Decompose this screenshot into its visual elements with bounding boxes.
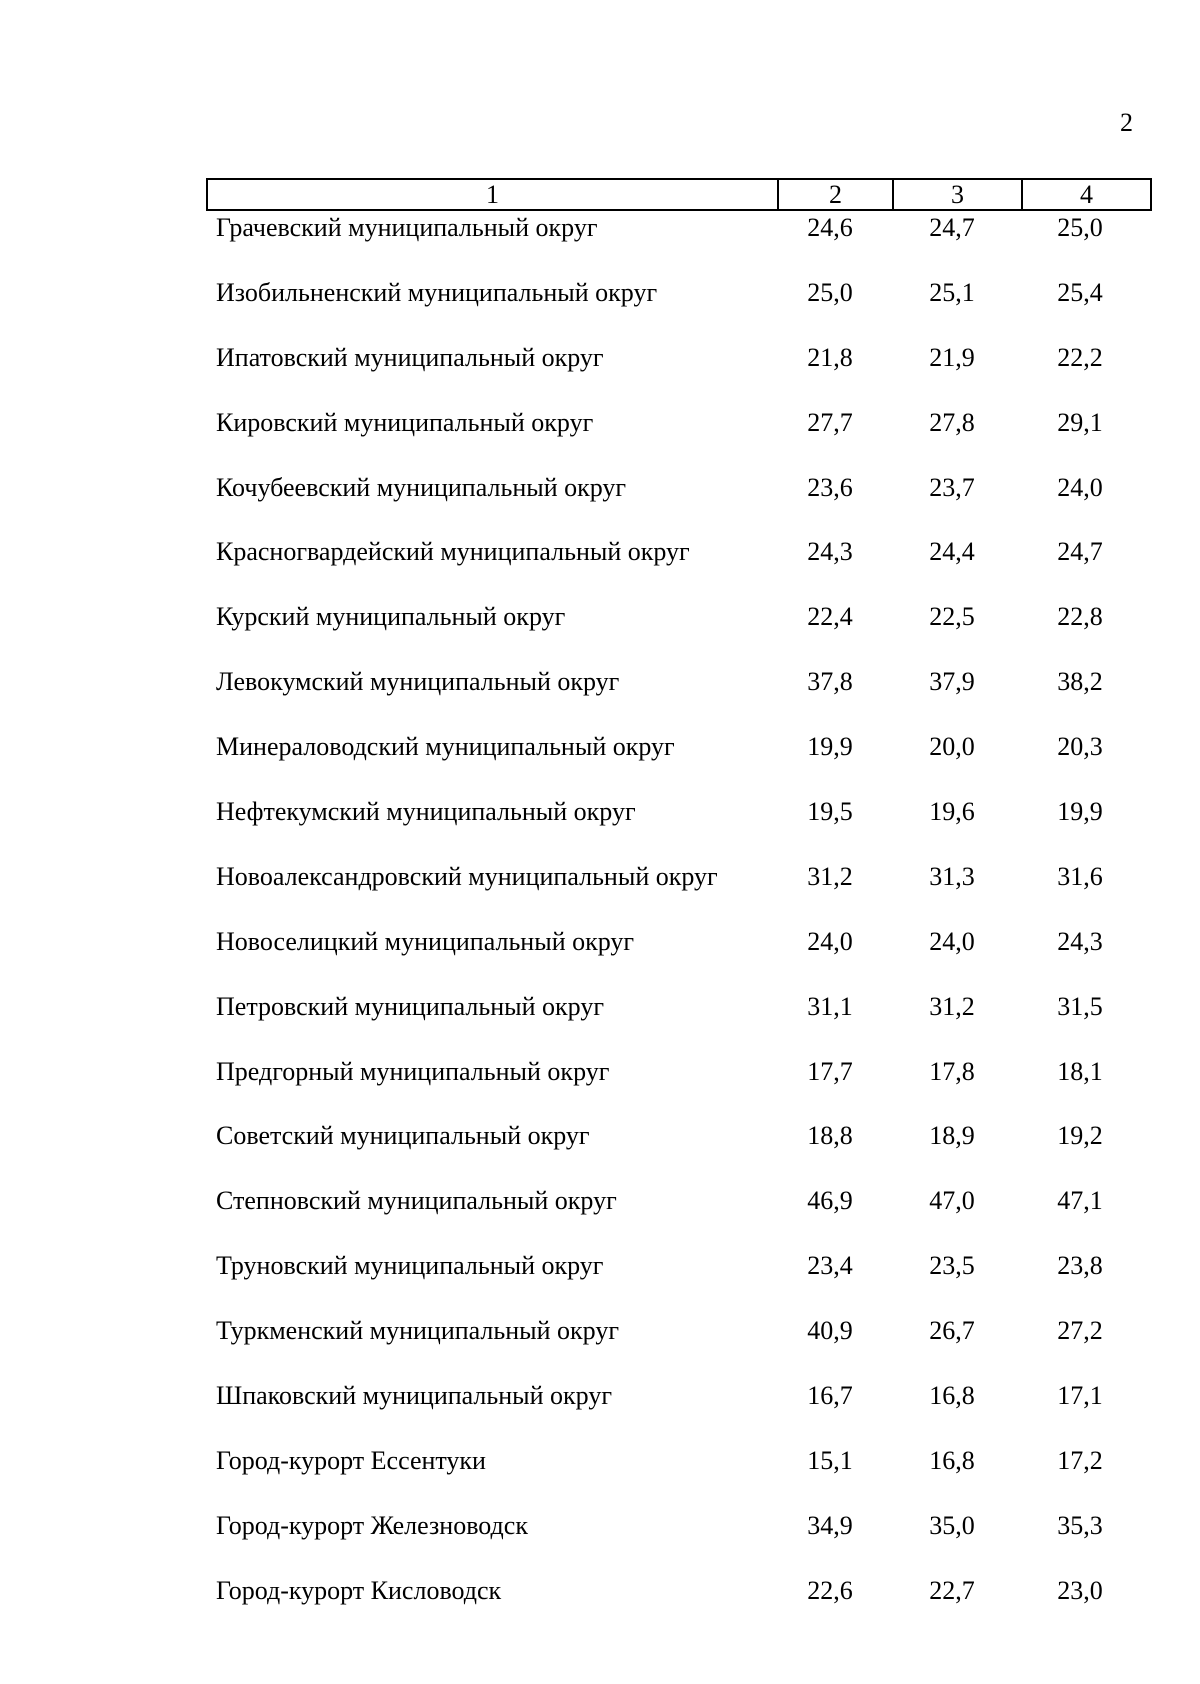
value-col-3: 25,1 (929, 277, 975, 307)
value-col-2: 46,9 (807, 1186, 853, 1216)
table-row (0, 925, 1200, 990)
district-name: Город-курорт Кисловодск (216, 1575, 502, 1605)
column-header-1: 1 (208, 180, 779, 209)
district-name: Петровский муниципальный округ (216, 991, 604, 1021)
value-col-2: 23,6 (807, 472, 853, 502)
value-col-3: 22,5 (929, 602, 975, 632)
value-col-4: 17,1 (1057, 1381, 1103, 1411)
value-col-4: 29,1 (1057, 407, 1103, 437)
value-col-3: 18,9 (929, 1121, 975, 1151)
table-row (0, 1249, 1200, 1314)
value-col-3: 17,8 (929, 1056, 975, 1086)
value-col-2: 31,1 (807, 991, 853, 1021)
table-row (0, 1184, 1200, 1249)
value-col-2: 15,1 (807, 1445, 853, 1475)
district-name: Новоселицкий муниципальный округ (216, 926, 635, 956)
district-name: Кировский муниципальный округ (216, 407, 594, 437)
district-name: Левокумский муниципальный округ (216, 667, 620, 697)
table-row (0, 795, 1200, 860)
table-row (0, 471, 1200, 536)
district-name: Туркменский муниципальный округ (216, 1316, 619, 1346)
value-col-3: 19,6 (929, 797, 975, 827)
table-header-row (206, 178, 1152, 211)
value-col-3: 23,5 (929, 1251, 975, 1281)
district-name: Город-курорт Железноводск (216, 1510, 528, 1540)
value-col-4: 23,0 (1057, 1575, 1103, 1605)
table-row (0, 860, 1200, 925)
value-col-3: 35,0 (929, 1510, 975, 1540)
value-col-3: 16,8 (929, 1381, 975, 1411)
value-col-2: 19,5 (807, 797, 853, 827)
value-col-4: 20,3 (1057, 732, 1103, 762)
table-row (0, 1574, 1200, 1639)
value-col-3: 31,2 (929, 991, 975, 1021)
value-col-3: 20,0 (929, 732, 975, 762)
district-name: Изобильненский муниципальный округ (216, 277, 658, 307)
table-row (0, 730, 1200, 795)
value-col-4: 31,5 (1057, 991, 1103, 1021)
district-name: Город-курорт Ессентуки (216, 1445, 486, 1475)
table-row (0, 406, 1200, 471)
value-col-4: 17,2 (1057, 1445, 1103, 1475)
column-header-3: 3 (894, 180, 1023, 209)
value-col-4: 25,4 (1057, 277, 1103, 307)
value-col-2: 18,8 (807, 1121, 853, 1151)
value-col-3: 24,4 (929, 537, 975, 567)
district-name: Советский муниципальный округ (216, 1121, 590, 1151)
table-row (0, 535, 1200, 600)
table-row (0, 1119, 1200, 1184)
table-row (0, 1509, 1200, 1574)
value-col-2: 34,9 (807, 1510, 853, 1540)
value-col-4: 31,6 (1057, 861, 1103, 891)
value-col-4: 27,2 (1057, 1316, 1103, 1346)
table-row (0, 1055, 1200, 1120)
table-row (0, 990, 1200, 1055)
district-name: Предгорный муниципальный округ (216, 1056, 610, 1086)
district-name: Кочубеевский муниципальный округ (216, 472, 627, 502)
district-name: Красногвардейский муниципальный округ (216, 537, 690, 567)
table-row (0, 276, 1200, 341)
value-col-2: 23,4 (807, 1251, 853, 1281)
page-number: 2 (1120, 108, 1133, 137)
table-row (0, 1444, 1200, 1509)
value-col-3: 24,7 (929, 213, 975, 242)
district-name: Грачевский муниципальный округ (216, 213, 598, 242)
table-row (0, 211, 1200, 276)
value-col-2: 16,7 (807, 1381, 853, 1411)
value-col-4: 23,8 (1057, 1251, 1103, 1281)
value-col-4: 19,9 (1057, 797, 1103, 827)
value-col-3: 24,0 (929, 926, 975, 956)
table-row (0, 665, 1200, 730)
table-row (0, 1314, 1200, 1379)
value-col-4: 24,0 (1057, 472, 1103, 502)
value-col-2: 40,9 (807, 1316, 853, 1346)
value-col-2: 25,0 (807, 277, 853, 307)
value-col-4: 25,0 (1057, 213, 1103, 242)
table-row (0, 1379, 1200, 1444)
value-col-2: 19,9 (807, 732, 853, 762)
district-name: Шпаковский муниципальный округ (216, 1381, 612, 1411)
value-col-2: 24,3 (807, 537, 853, 567)
value-col-3: 26,7 (929, 1316, 975, 1346)
value-col-4: 22,8 (1057, 602, 1103, 632)
value-col-3: 31,3 (929, 861, 975, 891)
district-name: Минераловодский муниципальный округ (216, 732, 675, 762)
value-col-4: 24,3 (1057, 926, 1103, 956)
value-col-2: 24,0 (807, 926, 853, 956)
table-row (0, 600, 1200, 665)
district-name: Ипатовский муниципальный округ (216, 342, 604, 372)
value-col-3: 21,9 (929, 342, 975, 372)
table-row (0, 341, 1200, 406)
table-body (0, 211, 1200, 1639)
value-col-4: 38,2 (1057, 667, 1103, 697)
district-name: Курский муниципальный округ (216, 602, 566, 632)
value-col-4: 18,1 (1057, 1056, 1103, 1086)
value-col-2: 31,2 (807, 861, 853, 891)
value-col-3: 16,8 (929, 1445, 975, 1475)
value-col-3: 27,8 (929, 407, 975, 437)
value-col-4: 22,2 (1057, 342, 1103, 372)
value-col-4: 19,2 (1057, 1121, 1103, 1151)
value-col-2: 37,8 (807, 667, 853, 697)
value-col-3: 47,0 (929, 1186, 975, 1216)
value-col-2: 17,7 (807, 1056, 853, 1086)
value-col-3: 22,7 (929, 1575, 975, 1605)
column-header-4: 4 (1080, 180, 1093, 209)
value-col-4: 35,3 (1057, 1510, 1103, 1540)
value-col-4: 47,1 (1057, 1186, 1103, 1216)
district-name: Степновский муниципальный округ (216, 1186, 617, 1216)
value-col-3: 37,9 (929, 667, 975, 697)
value-col-2: 22,4 (807, 602, 853, 632)
value-col-2: 21,8 (807, 342, 853, 372)
value-col-2: 24,6 (807, 213, 853, 242)
value-col-2: 27,7 (807, 407, 853, 437)
value-col-4: 24,7 (1057, 537, 1103, 567)
value-col-2: 22,6 (807, 1575, 853, 1605)
column-header-2: 2 (779, 180, 894, 209)
district-name: Новоалександровский муниципальный округ (216, 861, 718, 891)
district-name: Нефтекумский муниципальный округ (216, 797, 636, 827)
value-col-3: 23,7 (929, 472, 975, 502)
district-name: Труновский муниципальный округ (216, 1251, 604, 1281)
